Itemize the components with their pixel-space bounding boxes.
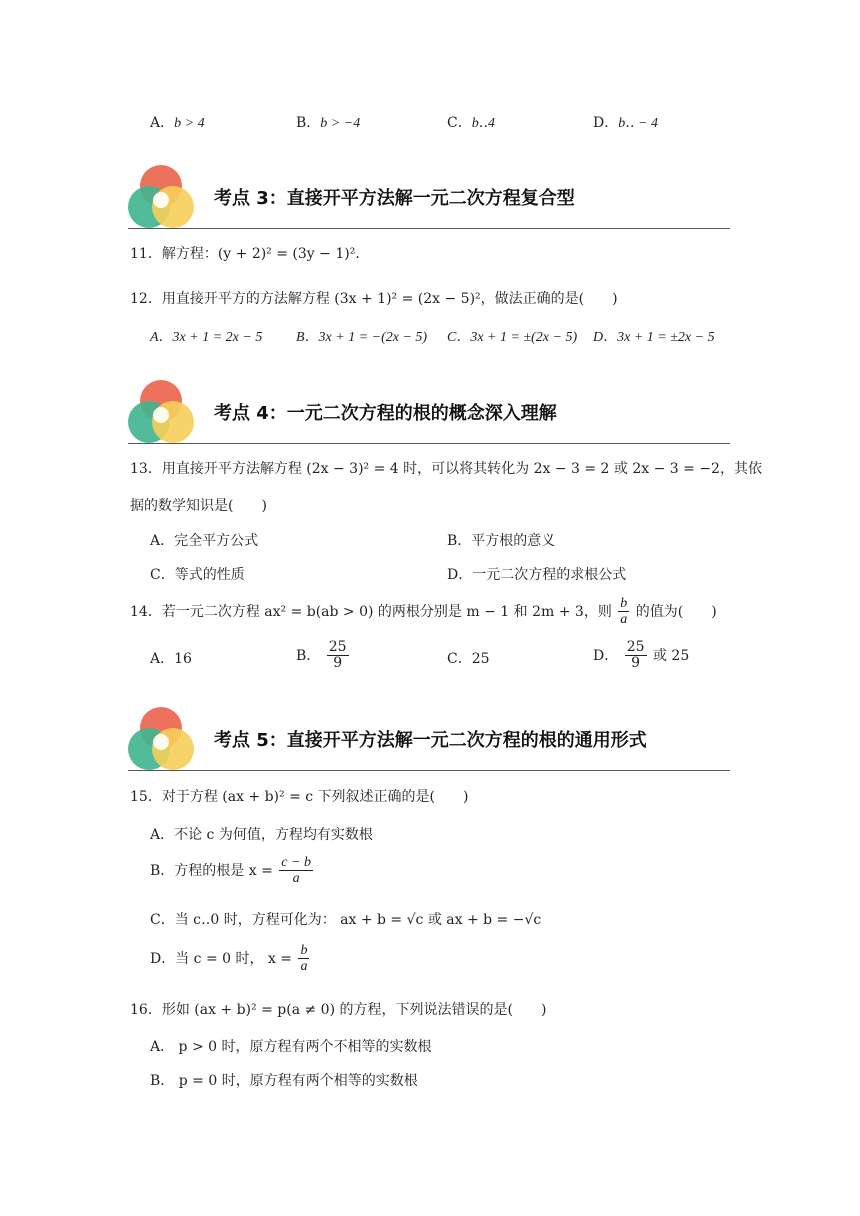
section-title: 考点 5：直接开平方法解一元二次方程的根的通用形式	[214, 730, 647, 751]
q14-option-d: D． $\frac{25}{9}$ 或 25	[593, 639, 690, 672]
q16-option-a: A． p > 0 时，原方程有两个不相等的实数根	[150, 1039, 432, 1055]
q16-option-b: B． p = 0 时，原方程有两个相等的实数根	[150, 1073, 418, 1089]
section-title: 考点 4：一元二次方程的根的概念深入理解	[214, 403, 557, 424]
question-13-stem-line1: 13．用直接开平方法解方程 (2x − 3)² = 4 时，可以将其转化为 2x − 3 = 2 或 2x − 3 = −2，其依	[130, 461, 762, 477]
venn-logo-icon	[128, 164, 194, 230]
q12-option-d: D．3x + 1 = ±2x − 5	[593, 330, 715, 345]
question-15-stem: 15．对于方程 (ax + b)² = c 下列叙述正确的是( )	[130, 789, 469, 805]
venn-logo-icon	[128, 379, 194, 445]
question-12-stem: 12．用直接开平方的方法解方程 (3x + 1)² = (2x − 5)²，做法正确的是( )	[130, 291, 618, 307]
q15-option-d: D．当 c = 0 时， x = $\frac{b}{a}$	[150, 943, 308, 975]
venn-logo-icon	[128, 706, 194, 772]
section-header-5	[128, 706, 730, 776]
q15-option-a: A．不论 c 为何值，方程均有实数根	[150, 827, 373, 843]
q15-option-c: C．当 c‥0 时，方程可化为： ax + b = √c 或 ax + b = −√c	[150, 912, 542, 928]
question-14-stem: 14．若一元二次方程 ax² = b(ab > 0) 的两根分别是 m − 1 和 2m + 3，则 $\frac{b}{a}$ 的值为( )	[130, 596, 717, 628]
fraction-b-over-a: $\frac{b}{a}$	[300, 943, 308, 975]
fraction-c-minus-b-over-a: $\frac{c - b}{a}$	[281, 855, 311, 887]
section-divider	[128, 443, 730, 444]
q12-option-b: B．3x + 1 = −(2x − 5)	[296, 330, 428, 345]
q13-option-a: A．完全平方公式	[150, 533, 259, 549]
q12-option-c: C．3x + 1 = ±(2x − 5)	[447, 330, 578, 345]
q15-option-b: B．方程的根是 x = $\frac{c - b}{a}$	[150, 855, 311, 887]
q13-option-c: C．等式的性质	[150, 567, 245, 583]
question-11: 11．解方程：(y + 2)² = (3y − 1)²．	[130, 246, 370, 262]
q12-option-a: A．3x + 1 = 2x − 5	[150, 330, 263, 345]
q10-option-c: C．b‥4	[447, 115, 496, 131]
q14-option-c: C．25	[447, 651, 490, 667]
fraction-25-over-9: $\frac{25}{9}$	[328, 639, 347, 672]
section-header-3	[128, 164, 730, 234]
q10-option-a: A．b > 4	[150, 115, 205, 131]
question-13-stem-line2: 据的数学知识是( )	[130, 498, 267, 514]
q13-option-b: B．平方根的意义	[447, 533, 556, 549]
q10-option-b: B．b > −4	[296, 115, 361, 131]
section-header-4	[128, 379, 730, 449]
question-16-stem: 16．形如 (ax + b)² = p(a ≠ 0) 的方程，下列说法错误的是( )	[130, 1002, 547, 1018]
q13-option-d: D．一元二次方程的求根公式	[447, 567, 627, 583]
section-title: 考点 3：直接开平方法解一元二次方程复合型	[214, 188, 575, 209]
section-divider	[128, 770, 730, 771]
fraction-b-over-a: $\frac{b}{a}$	[620, 596, 628, 628]
q14-option-a: A．16	[150, 651, 192, 667]
q10-option-d: D．b‥ − 4	[593, 115, 659, 131]
fraction-25-over-9: $\frac{25}{9}$	[626, 639, 645, 672]
q14-option-b: B． $\frac{25}{9}$	[296, 639, 347, 672]
section-divider	[128, 228, 730, 229]
